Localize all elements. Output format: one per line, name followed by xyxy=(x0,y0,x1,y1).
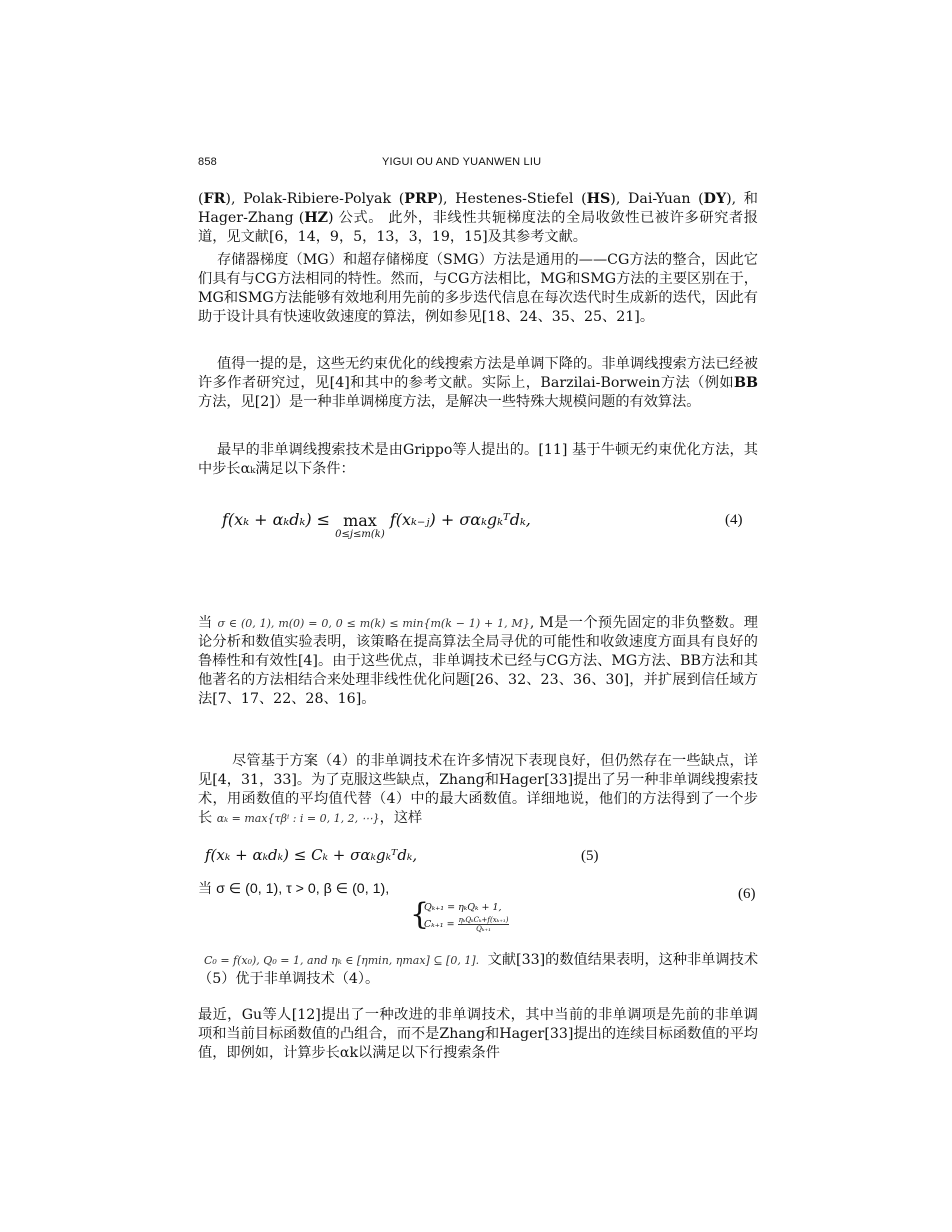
p5-condition: σ ∈ (0, 1), m(0) = 0, 0 ≤ m(k) ≤ min{m(k − 1) + 1, M} xyxy=(217,617,530,630)
paragraph-6 xyxy=(198,752,758,828)
eq6-line-2 xyxy=(424,916,509,933)
paragraph-4: 最早的非单调线搜索技术是由Grippo等人提出的。[11] 基于牛顿无约束优化方法，其中步长αₖ满足以下条件： xyxy=(198,442,758,477)
hz-label: HZ xyxy=(304,210,328,226)
p8-condition: C₀ = f(x₀), Q₀ = 1, and ηₖ ∈ [ηmin, ηmax] ⊆ [0, 1]. xyxy=(204,954,480,967)
eq6-brace: { xyxy=(410,897,430,932)
paragraph-7: 当 σ ∈ (0, 1), τ > 0, β ∈ (0, 1), xyxy=(198,881,390,897)
p6-text-b: ，这样 xyxy=(379,810,423,826)
eq6-fraction-denominator: Qₖ₊₁ xyxy=(476,925,491,933)
equation-6-number: (6) xyxy=(738,886,756,902)
p3-text-a: 值得一提的是，这些无约束优化的线搜索方法是单调下降的。非单调线搜索方法已经被许多作者研究过，见[4]和其中的参考文献。实际上，Barzilai-Borwein方法（例如 xyxy=(198,356,758,391)
page-number: 858 xyxy=(198,156,217,168)
hs-label: HS xyxy=(586,191,611,207)
paragraph-9: 最近，Gu等人[12]提出了一种改进的非单调技术，其中当前的非单调项是先前的非单调项和当前目标函数值的凸组合，而不是Zhang和Hager[33]提出的连续目标函数值的平均值，即例如，计算步长αk以满足以下行搜索条件 xyxy=(198,1007,758,1061)
eq4-rhs: f(xₖ₋ⱼ) + σαₖgₖᵀdₖ, xyxy=(389,510,531,529)
eq4-max-subscript: 0≤j≤m(k) xyxy=(335,529,385,540)
p1-text-5: ) 公式。 此外，非线性共轭梯度法的全局收敛性已被许多研究者报道，见文献[6，14，9，5，13，3，19，15]及其参考文献。 xyxy=(198,210,758,245)
equation-6 xyxy=(410,897,560,935)
paragraph-5 xyxy=(198,614,758,709)
p5-text: , M是一个预先固定的非负整数。理论分析和数值实验表明，该策略在提高算法全局寻优的可能性和收敛速度方面具有良好的鲁棒性和有效性[4]。由于这些优点，非单调技术已经与CG方法、MG方法、BB方法和其他著名的方法相结合来处理非线性优化问题[26、32、23、36、30]，并扩展到信任域方法[7、17、22、28、16]。 xyxy=(198,615,758,707)
prp-label: PRP xyxy=(404,191,438,207)
p8-text: 文献[33]的数值结果表明，这种非单调技术（5）优于非单调技术（4）。 xyxy=(198,952,759,987)
p1-text-2: ), Hestenes-Stiefel ( xyxy=(437,191,587,207)
eq6-line-1: Qₖ₊₁ = ηₖQₖ + 1, xyxy=(424,902,502,913)
paragraph-1: (FR), Polak-Ribiere-Polyak (PRP), Hestenes-Stiefel (HS), Dai-Yuan (DY), 和 Hager-Zhang (HZ) 公式。 此外，非线性共轭梯度法的全局收敛性已被许多研究者报道，见文献[6，14，9，5，13，3，19，15]及其参考文献。 xyxy=(198,191,758,245)
eq4-lhs: f(xₖ + αₖdₖ) ≤ xyxy=(222,510,331,529)
eq6-line-2-lhs: Cₖ₊₁ = xyxy=(424,919,455,930)
p3-text-b: 方法，见[2]）是一种非单调梯度方法，是解决一些特殊大规模问题的有效算法。 xyxy=(198,394,701,410)
paragraph-2: 存储器梯度（MG）和超存储梯度（SMG）方法是通用的——CG方法的整合，因此它们具有与CG方法相同的特性。然而，与CG方法相比，MG和SMG方法的主要区别在于，MG和SMG方法能够有效地利用先前的多步迭代信息在每次迭代时生成新的迭代，因此有助于设计具有快速收敛速度的算法，例如参见[18、24、35、25、21]。 xyxy=(198,252,758,325)
equation-5: f(xₖ + αₖdₖ) ≤ Cₖ + σαₖgₖᵀdₖ, xyxy=(205,846,418,864)
equation-5-number: (5) xyxy=(581,848,599,864)
p6-alpha-def: αₖ = max{τβⁱ : i = 0, 1, 2, ⋯} xyxy=(216,812,380,825)
running-title: YIGUI OU AND YUANWEN LIU xyxy=(382,156,542,168)
p1-text-4: ), 和 Hager-Zhang ( xyxy=(198,191,758,226)
eq4-max: max xyxy=(343,511,377,530)
equation-4 xyxy=(222,510,531,541)
p1-text-3: ), Dai-Yuan ( xyxy=(610,191,704,207)
p6-text-a: 尽管基于方案（4）的非单调技术在许多情况下表现良好，但仍然存在一些缺点，详见[4，31，33]。为了克服这些缺点，Zhang和Hager[33]提出了另一种非单调线搜索技术，用函数值的平均值代替（4）中的最大函数值。详细地说，他们的方法得到了一个步长 xyxy=(198,753,758,826)
paragraph-3 xyxy=(198,355,758,412)
paragraph-8 xyxy=(198,951,758,989)
dy-label: DY xyxy=(703,191,727,207)
fr-label: FR xyxy=(203,191,226,207)
p5-prefix: 当 xyxy=(198,615,213,631)
eq6-fraction xyxy=(458,916,510,933)
eq6-fraction-numerator: ηₖQₖCₖ+f(xₖ₊₁) xyxy=(458,916,509,924)
equation-4-number: (4) xyxy=(725,512,743,528)
bb-label: BB xyxy=(734,375,758,391)
eq4-max-block xyxy=(335,513,385,541)
p1-text-1: ), Polak-Ribiere-Polyak ( xyxy=(225,191,405,207)
